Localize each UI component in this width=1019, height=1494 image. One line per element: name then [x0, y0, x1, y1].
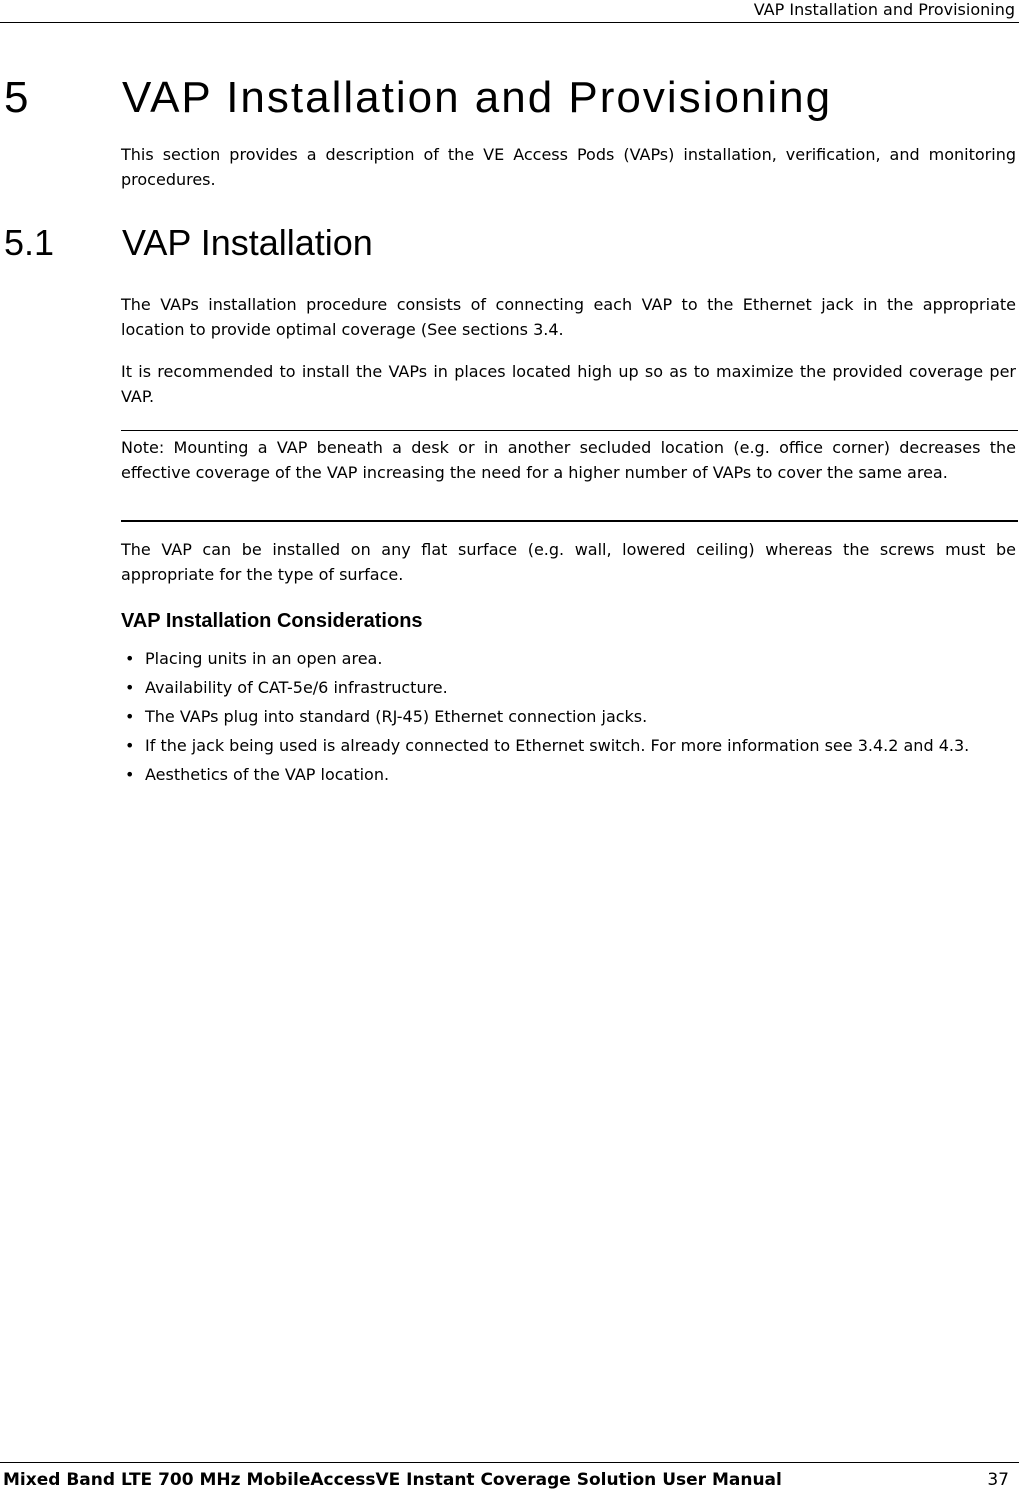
- section-intro: This section provides a description of the VE Access Pods (VAPs) installation, verification, and monitoring procedures.: [121, 145, 1016, 189]
- footer-manual-title: Mixed Band LTE 700 MHz MobileAccessVE Instant Coverage Solution User Manual: [3, 1470, 782, 1490]
- subsection-heading: [4, 222, 1004, 264]
- footer-divider: [0, 1462, 1019, 1463]
- list-item-text: Availability of CAT-5e/6 infrastructure.: [145, 678, 448, 697]
- subsection-number: 5.1: [4, 222, 55, 263]
- subsection-title: VAP Installation: [122, 222, 373, 263]
- section-number: 5: [4, 73, 31, 122]
- bullet-icon: •: [125, 707, 135, 726]
- list-item: [121, 762, 1018, 787]
- note-bottom-rule: [121, 520, 1018, 522]
- note-block: Note: Mounting a VAP beneath a desk or in another secluded location (e.g. office corner) decreases the effective coverage of the VAP increasing the need for a higher number of VAPs to cover the same area.: [121, 438, 1016, 482]
- page-number: 37: [987, 1470, 1009, 1490]
- list-item-text: Aesthetics of the VAP location.: [145, 765, 390, 784]
- installation-paragraph-2: It is recommended to install the VAPs in places located high up so as to maximize the provided coverage per VAP.: [121, 362, 1016, 406]
- section-heading: [4, 72, 1004, 124]
- considerations-heading: VAP Installation Considerations: [121, 610, 423, 632]
- bullet-icon: •: [125, 765, 135, 784]
- running-header: VAP Installation and Provisioning: [753, 0, 1015, 19]
- bullet-icon: •: [125, 678, 135, 697]
- list-item-text: The VAPs plug into standard (RJ-45) Ethernet connection jacks.: [145, 707, 648, 726]
- list-item-text: Placing units in an open area.: [145, 649, 383, 668]
- list-item-text: If the jack being used is already connected to Ethernet switch. For more information see 3.4.2 and 4.3.: [145, 736, 970, 755]
- considerations-list: [121, 646, 1018, 791]
- list-item: [121, 704, 1018, 729]
- section-title: VAP Installation and Provisioning: [122, 73, 833, 122]
- bullet-icon: •: [125, 736, 135, 755]
- list-item: [121, 675, 1018, 700]
- installation-paragraph-1: The VAPs installation procedure consists of connecting each VAP to the Ethernet jack in the appropriate location to provide optimal coverage (See sections 3.4.: [121, 295, 1016, 339]
- list-item: [121, 733, 1018, 758]
- installation-paragraph-3: The VAP can be installed on any flat surface (e.g. wall, lowered ceiling) whereas the screws must be appropriate for the type of surface.: [121, 540, 1016, 584]
- list-item: [121, 646, 1018, 671]
- bullet-icon: •: [125, 649, 135, 668]
- header-divider: [0, 22, 1019, 23]
- note-top-rule: [121, 430, 1018, 431]
